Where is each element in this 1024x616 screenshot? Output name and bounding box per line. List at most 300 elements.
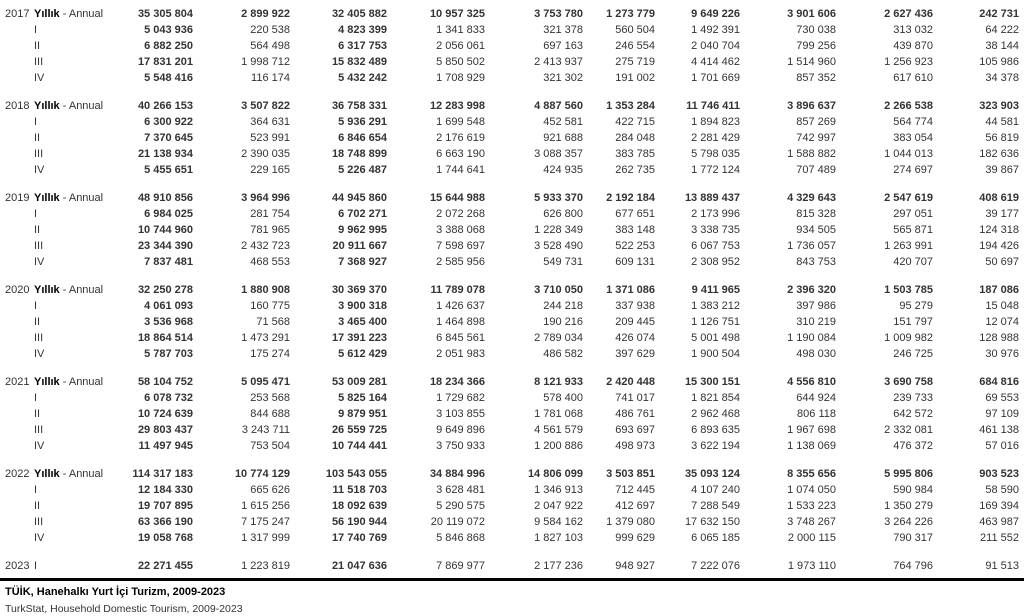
value-cell: 486 582 xyxy=(543,348,583,360)
value-cell: 2 072 268 xyxy=(436,208,485,220)
value-cell: 26 559 725 xyxy=(331,424,387,436)
value-cell: 21 047 636 xyxy=(331,560,387,572)
value-cell: 6 300 922 xyxy=(144,116,193,128)
value-cell: 69 553 xyxy=(985,392,1019,404)
period-label-rest: - Annual xyxy=(59,376,104,388)
period-label-rest: - Annual xyxy=(59,8,104,20)
value-cell: 564 498 xyxy=(250,40,290,52)
value-cell: 644 924 xyxy=(796,392,836,404)
value-cell: 1 138 069 xyxy=(787,440,836,452)
year-cell xyxy=(5,346,34,362)
value-cell: 34 884 996 xyxy=(429,468,485,480)
value-cell: 5 612 429 xyxy=(338,348,387,360)
value-cell: 63 366 190 xyxy=(137,516,193,528)
value-cell: 843 753 xyxy=(796,256,836,268)
year-cell xyxy=(5,438,34,454)
value-cell: 1 533 223 xyxy=(787,500,836,512)
value-cell: 7 288 549 xyxy=(691,500,740,512)
value-cell: 1 588 882 xyxy=(787,148,836,160)
period-label-rest: - Annual xyxy=(59,100,104,112)
value-cell: 2 000 115 xyxy=(787,532,836,544)
value-cell: 5 936 291 xyxy=(338,116,387,128)
value-cell: 903 523 xyxy=(979,468,1019,480)
value-cell: 707 489 xyxy=(796,164,836,176)
table-row-quarter xyxy=(5,406,1019,422)
value-cell: 5 825 164 xyxy=(338,392,387,404)
value-cell: 1 317 999 xyxy=(241,532,290,544)
value-cell: 53 009 281 xyxy=(331,376,387,388)
value-cell: 242 731 xyxy=(979,8,1019,20)
value-cell: 463 987 xyxy=(979,516,1019,528)
value-cell: 1 967 698 xyxy=(787,424,836,436)
period-cell: II xyxy=(34,408,41,420)
value-cell: 281 754 xyxy=(250,208,290,220)
value-cell: 8 121 933 xyxy=(534,376,583,388)
period-cell: I xyxy=(34,208,38,220)
table-row-quarter xyxy=(5,314,1019,330)
value-cell: 4 061 093 xyxy=(144,300,193,312)
value-cell: 30 976 xyxy=(985,348,1019,360)
period-cell: IV xyxy=(34,348,45,360)
value-cell: 578 400 xyxy=(543,392,583,404)
value-cell: 1 341 833 xyxy=(436,24,485,36)
year-cell: 2023 xyxy=(5,560,30,572)
value-cell: 187 086 xyxy=(979,284,1019,296)
value-cell: 609 131 xyxy=(615,256,655,268)
value-cell: 1 615 256 xyxy=(241,500,290,512)
value-cell: 182 636 xyxy=(979,148,1019,160)
year-cell xyxy=(5,498,34,514)
value-cell: 191 002 xyxy=(615,72,655,84)
value-cell: 4 329 643 xyxy=(787,192,836,204)
value-cell: 3 536 968 xyxy=(144,316,193,328)
value-cell: 262 735 xyxy=(615,164,655,176)
value-cell: 677 651 xyxy=(615,208,655,220)
value-cell: 12 074 xyxy=(985,316,1019,328)
value-cell: 693 697 xyxy=(615,424,655,436)
period-cell: II xyxy=(34,316,41,328)
value-cell: 1 514 960 xyxy=(787,56,836,68)
year-cell: 2019 xyxy=(5,192,30,204)
value-cell: 194 426 xyxy=(979,240,1019,252)
period-cell xyxy=(34,6,114,22)
value-cell: 14 806 099 xyxy=(527,468,583,480)
value-cell: 3 900 318 xyxy=(338,300,387,312)
value-cell: 3 896 637 xyxy=(787,100,836,112)
value-cell: 684 816 xyxy=(979,376,1019,388)
value-cell: 6 702 271 xyxy=(338,208,387,220)
year-cell: 2018 xyxy=(5,100,30,112)
value-cell: 5 043 936 xyxy=(144,24,193,36)
value-cell: 948 927 xyxy=(615,560,655,572)
value-cell: 2 308 952 xyxy=(691,256,740,268)
value-cell: 2 547 619 xyxy=(884,192,933,204)
value-cell: 364 631 xyxy=(250,116,290,128)
table-row-quarter xyxy=(5,54,1019,70)
value-cell: 452 581 xyxy=(543,116,583,128)
period-cell xyxy=(34,282,114,298)
value-cell: 1 503 785 xyxy=(884,284,933,296)
value-cell: 1 371 086 xyxy=(606,284,655,296)
value-cell: 10 774 129 xyxy=(234,468,290,480)
value-cell: 408 619 xyxy=(979,192,1019,204)
value-cell: 397 986 xyxy=(796,300,836,312)
year-cell: 2020 xyxy=(5,284,30,296)
value-cell: 11 746 411 xyxy=(686,100,740,112)
period-cell: III xyxy=(34,56,44,68)
year-cell xyxy=(5,390,34,406)
value-cell: 2 040 704 xyxy=(691,40,740,52)
table-row-quarter xyxy=(5,146,1019,162)
value-cell: 1 190 084 xyxy=(787,332,836,344)
table-row-annual xyxy=(5,98,1019,114)
value-cell: 2 176 619 xyxy=(436,132,485,144)
period-cell xyxy=(34,374,114,390)
value-cell: 626 800 xyxy=(543,208,583,220)
value-cell: 58 590 xyxy=(985,484,1019,496)
year-cell xyxy=(5,238,34,254)
value-cell: 9 649 896 xyxy=(436,424,485,436)
year-cell xyxy=(5,22,34,38)
value-cell: 1 126 751 xyxy=(691,316,740,328)
value-cell: 1 736 057 xyxy=(787,240,836,252)
value-cell: 35 305 804 xyxy=(137,8,193,20)
value-cell: 4 107 240 xyxy=(691,484,740,496)
value-cell: 5 290 575 xyxy=(436,500,485,512)
period-label-bold: Yıllık xyxy=(34,8,60,20)
period-cell: III xyxy=(34,516,44,528)
value-cell: 7 869 977 xyxy=(436,560,485,572)
value-cell: 1 729 682 xyxy=(436,392,485,404)
value-cell: 1 900 504 xyxy=(691,348,740,360)
value-cell: 1 827 103 xyxy=(534,532,583,544)
value-cell: 160 775 xyxy=(250,300,290,312)
value-cell: 209 445 xyxy=(615,316,655,328)
value-cell: 313 032 xyxy=(893,24,933,36)
value-cell: 5 226 487 xyxy=(338,164,387,176)
value-cell: 91 513 xyxy=(985,560,1019,572)
value-cell: 10 744 960 xyxy=(137,224,193,236)
period-cell xyxy=(34,190,114,206)
value-cell: 3 465 400 xyxy=(338,316,387,328)
value-cell: 1 346 913 xyxy=(534,484,583,496)
table-row-quarter xyxy=(5,422,1019,438)
value-cell: 220 538 xyxy=(250,24,290,36)
value-cell: 6 846 654 xyxy=(338,132,387,144)
value-cell: 17 391 223 xyxy=(331,332,387,344)
value-cell: 7 222 076 xyxy=(691,560,740,572)
domestic-tourism-table xyxy=(5,6,1019,574)
year-cell xyxy=(5,314,34,330)
value-cell: 3 628 481 xyxy=(436,484,485,496)
value-cell: 23 344 390 xyxy=(137,240,193,252)
table-row-quarter xyxy=(5,22,1019,38)
value-cell: 5 455 651 xyxy=(144,164,193,176)
block-spacer xyxy=(5,86,1019,98)
value-cell: 1 044 013 xyxy=(884,148,933,160)
table-row-quarter xyxy=(5,114,1019,130)
value-cell: 6 845 561 xyxy=(436,332,485,344)
value-cell: 2 627 436 xyxy=(884,8,933,20)
table-row-quarter xyxy=(5,438,1019,454)
value-cell: 642 572 xyxy=(893,408,933,420)
value-cell: 498 973 xyxy=(615,440,655,452)
value-cell: 3 243 711 xyxy=(241,424,290,436)
value-cell: 424 935 xyxy=(543,164,583,176)
value-cell: 15 300 151 xyxy=(684,376,740,388)
table-row-quarter xyxy=(5,206,1019,222)
value-cell: 35 093 124 xyxy=(684,468,740,480)
period-cell: I xyxy=(34,392,38,404)
value-cell: 9 962 995 xyxy=(338,224,387,236)
year-cell: 2017 xyxy=(5,8,30,20)
value-cell: 1 273 779 xyxy=(606,8,655,20)
value-cell: 1 228 349 xyxy=(534,224,583,236)
value-cell: 2 266 538 xyxy=(884,100,933,112)
value-cell: 246 725 xyxy=(893,348,933,360)
value-cell: 697 163 xyxy=(543,40,583,52)
value-cell: 999 629 xyxy=(615,532,655,544)
table-row-quarter xyxy=(5,238,1019,254)
value-cell: 3 338 735 xyxy=(691,224,740,236)
year-cell xyxy=(5,206,34,222)
table-row-quarter xyxy=(5,254,1019,270)
value-cell: 3 901 606 xyxy=(787,8,836,20)
year-cell xyxy=(5,70,34,86)
value-cell: 3 088 357 xyxy=(534,148,583,160)
value-cell: 742 997 xyxy=(796,132,836,144)
value-cell: 5 787 703 xyxy=(144,348,193,360)
year-cell xyxy=(5,222,34,238)
value-cell: 44 581 xyxy=(985,116,1019,128)
value-cell: 71 568 xyxy=(256,316,290,328)
value-cell: 321 378 xyxy=(543,24,583,36)
period-cell: I xyxy=(34,24,38,36)
value-cell: 2 281 429 xyxy=(691,132,740,144)
value-cell: 211 552 xyxy=(980,532,1019,544)
value-cell: 764 796 xyxy=(893,560,933,572)
value-cell: 6 067 753 xyxy=(691,240,740,252)
year-cell xyxy=(5,298,34,314)
table-row-quarter xyxy=(5,298,1019,314)
period-cell: IV xyxy=(34,440,45,452)
value-cell: 2 962 468 xyxy=(691,408,740,420)
value-cell: 18 748 899 xyxy=(331,148,387,160)
value-cell: 590 984 xyxy=(893,484,933,496)
table-row-annual xyxy=(5,282,1019,298)
value-cell: 1 821 854 xyxy=(691,392,740,404)
value-cell: 95 279 xyxy=(899,300,933,312)
value-cell: 1 772 124 xyxy=(691,164,740,176)
table-row-quarter xyxy=(5,130,1019,146)
value-cell: 17 831 201 xyxy=(137,56,193,68)
value-cell: 244 218 xyxy=(543,300,583,312)
period-cell: III xyxy=(34,332,44,344)
value-cell: 2 332 081 xyxy=(884,424,933,436)
value-cell: 11 518 703 xyxy=(332,484,387,496)
value-cell: 39 177 xyxy=(985,208,1019,220)
value-cell: 15 832 489 xyxy=(331,56,387,68)
value-cell: 468 553 xyxy=(250,256,290,268)
value-cell: 383 148 xyxy=(615,224,655,236)
value-cell: 6 078 732 xyxy=(144,392,193,404)
value-cell: 2 056 061 xyxy=(436,40,485,52)
value-cell: 2 396 320 xyxy=(787,284,836,296)
value-cell: 420 707 xyxy=(893,256,933,268)
value-cell: 11 497 945 xyxy=(138,440,193,452)
value-cell: 6 663 190 xyxy=(436,148,485,160)
value-cell: 5 850 502 xyxy=(436,56,485,68)
period-cell: III xyxy=(34,424,44,436)
value-cell: 383 785 xyxy=(615,148,655,160)
table-row-quarter xyxy=(5,330,1019,346)
value-cell: 29 803 437 xyxy=(137,424,193,436)
value-cell: 2 899 922 xyxy=(241,8,290,20)
value-cell: 815 328 xyxy=(796,208,836,220)
value-cell: 5 846 868 xyxy=(436,532,485,544)
value-cell: 3 103 855 xyxy=(436,408,485,420)
value-cell: 934 505 xyxy=(796,224,836,236)
value-cell: 790 317 xyxy=(893,532,933,544)
value-cell: 2 585 956 xyxy=(436,256,485,268)
year-cell xyxy=(5,422,34,438)
value-cell: 58 104 752 xyxy=(137,376,193,388)
value-cell: 781 965 xyxy=(250,224,290,236)
value-cell: 18 864 514 xyxy=(137,332,193,344)
value-cell: 32 250 278 xyxy=(137,284,193,296)
value-cell: 3 264 226 xyxy=(884,516,933,528)
value-cell: 439 870 xyxy=(893,40,933,52)
value-cell: 9 411 965 xyxy=(691,284,740,296)
period-label-rest: - Annual xyxy=(59,468,104,480)
value-cell: 116 174 xyxy=(251,72,290,84)
year-cell xyxy=(5,54,34,70)
year-cell xyxy=(5,146,34,162)
value-cell: 1 473 291 xyxy=(241,332,290,344)
value-cell: 10 724 639 xyxy=(137,408,193,420)
table-row-quarter xyxy=(5,558,1019,574)
value-cell: 128 988 xyxy=(979,332,1019,344)
value-cell: 56 819 xyxy=(985,132,1019,144)
value-cell: 64 222 xyxy=(985,24,1019,36)
value-cell: 175 274 xyxy=(250,348,290,360)
value-cell: 2 051 983 xyxy=(436,348,485,360)
domestic-tourism-table-page xyxy=(0,6,1024,615)
block-spacer xyxy=(5,362,1019,374)
period-cell: III xyxy=(34,148,44,160)
value-cell: 8 355 656 xyxy=(787,468,836,480)
block-spacer xyxy=(5,546,1019,558)
value-cell: 18 092 639 xyxy=(331,500,387,512)
value-cell: 40 266 153 xyxy=(137,100,193,112)
value-cell: 15 048 xyxy=(985,300,1019,312)
value-cell: 19 707 895 xyxy=(137,500,193,512)
value-cell: 12 184 330 xyxy=(137,484,193,496)
period-label-bold: Yıllık xyxy=(34,376,60,388)
value-cell: 17 632 150 xyxy=(684,516,740,528)
value-cell: 19 058 768 xyxy=(137,532,193,544)
table-row-quarter xyxy=(5,346,1019,362)
period-cell: II xyxy=(34,132,41,144)
value-cell: 857 269 xyxy=(796,116,836,128)
value-cell: 476 372 xyxy=(893,440,933,452)
value-cell: 1 223 819 xyxy=(241,560,290,572)
value-cell: 730 038 xyxy=(796,24,836,36)
value-cell: 7 368 927 xyxy=(338,256,387,268)
value-cell: 753 504 xyxy=(250,440,290,452)
year-cell xyxy=(5,38,34,54)
year-cell: 2022 xyxy=(5,468,30,480)
table-footer xyxy=(0,578,1024,616)
period-cell: II xyxy=(34,500,41,512)
year-cell xyxy=(5,330,34,346)
table-row-quarter xyxy=(5,162,1019,178)
value-cell: 1 074 050 xyxy=(787,484,836,496)
value-cell: 3 690 758 xyxy=(884,376,933,388)
value-cell: 5 995 806 xyxy=(884,468,933,480)
value-cell: 32 405 882 xyxy=(331,8,387,20)
value-cell: 15 644 988 xyxy=(429,192,485,204)
value-cell: 1 256 923 xyxy=(884,56,933,68)
table-row-quarter xyxy=(5,222,1019,238)
value-cell: 617 610 xyxy=(893,72,933,84)
value-cell: 190 216 xyxy=(543,316,583,328)
value-cell: 246 554 xyxy=(615,40,655,52)
period-cell xyxy=(34,98,114,114)
table-row-quarter xyxy=(5,530,1019,546)
value-cell: 34 378 xyxy=(985,72,1019,84)
value-cell: 9 649 226 xyxy=(691,8,740,20)
value-cell: 20 119 072 xyxy=(430,516,485,528)
value-cell: 3 503 851 xyxy=(606,468,655,480)
value-cell: 10 744 441 xyxy=(331,440,387,452)
period-cell: I xyxy=(34,300,38,312)
value-cell: 3 710 050 xyxy=(534,284,583,296)
value-cell: 124 318 xyxy=(979,224,1019,236)
value-cell: 2 413 937 xyxy=(534,56,583,68)
value-cell: 665 626 xyxy=(250,484,290,496)
value-cell: 50 697 xyxy=(985,256,1019,268)
value-cell: 4 414 462 xyxy=(691,56,740,68)
value-cell: 1 379 080 xyxy=(606,516,655,528)
value-cell: 39 867 xyxy=(985,164,1019,176)
source-note-turkish: TÜİK, Hanehalkı Yurt İçi Turizm, 2009-2023 xyxy=(5,586,226,598)
value-cell: 7 837 481 xyxy=(144,256,193,268)
value-cell: 1 708 929 xyxy=(436,72,485,84)
table-row-quarter xyxy=(5,38,1019,54)
period-label-rest: - Annual xyxy=(59,192,104,204)
value-cell: 5 001 498 xyxy=(691,332,740,344)
value-cell: 1 263 991 xyxy=(884,240,933,252)
value-cell: 44 945 860 xyxy=(331,192,387,204)
value-cell: 2 192 184 xyxy=(606,192,655,204)
value-cell: 321 302 xyxy=(543,72,583,84)
table-row-quarter xyxy=(5,70,1019,86)
value-cell: 20 911 667 xyxy=(332,240,387,252)
value-cell: 5 095 471 xyxy=(241,376,290,388)
value-cell: 3 507 822 xyxy=(241,100,290,112)
value-cell: 1 699 548 xyxy=(436,116,485,128)
value-cell: 239 733 xyxy=(893,392,933,404)
value-cell: 712 445 xyxy=(615,484,655,496)
value-cell: 7 175 247 xyxy=(241,516,290,528)
value-cell: 2 420 448 xyxy=(606,376,655,388)
value-cell: 5 548 416 xyxy=(144,72,193,84)
table-row-annual xyxy=(5,6,1019,22)
value-cell: 7 598 697 xyxy=(436,240,485,252)
period-cell: IV xyxy=(34,164,45,176)
table-row-annual xyxy=(5,374,1019,390)
